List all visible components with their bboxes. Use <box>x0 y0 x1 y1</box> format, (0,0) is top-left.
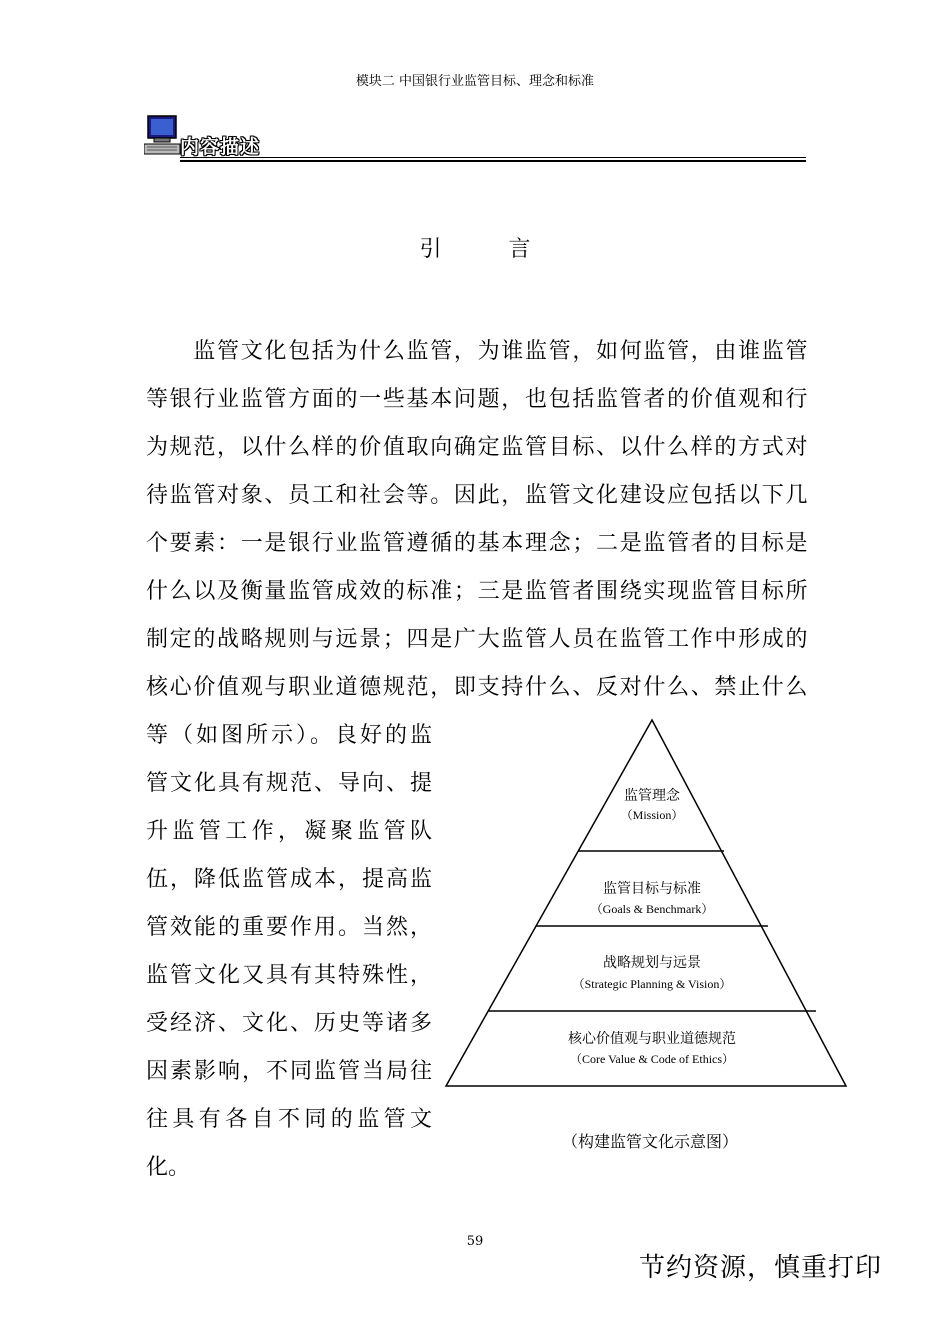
intro-paragraph <box>146 328 808 712</box>
page-number: 59 <box>466 1234 484 1249</box>
paragraph-line: 待监管对象、员工和社会等。因此，监管文化建设应包括以下几 <box>146 483 808 508</box>
level-subtitle: （Core Value & Code of Ethics） <box>569 1052 735 1066</box>
running-header: 模块二 中国银行业监管目标、理念和标准 <box>355 74 595 89</box>
culture-pyramid-diagram <box>440 714 852 1094</box>
header-rule-thin <box>180 157 806 158</box>
level-title: 监管理念 <box>624 788 680 804</box>
header-rule-thick <box>180 160 806 162</box>
paragraph-line: 核心价值观与职业道德规范，即支持什么、反对什么、禁止什么 <box>146 675 808 700</box>
wrapped-line: 等（如图所示）。良好的监 <box>146 723 432 748</box>
paragraph-line: 什么以及衡量监管成效的标准；三是监管者围绕实现监管目标所 <box>146 579 808 604</box>
wrapped-line: 因素影响，不同监管当局往 <box>146 1059 432 1084</box>
level-title: 核心价值观与职业道德规范 <box>568 1031 736 1047</box>
print-reminder: 节约资源，慎重打印 <box>638 1253 882 1283</box>
level-subtitle: （Mission） <box>620 808 684 822</box>
wrapped-line: 管文化具有规范、导向、提 <box>146 771 432 796</box>
paragraph-line: 个要素：一是银行业监管遵循的基本理念；二是监管者的目标是 <box>146 531 808 556</box>
section-title: 引 言 <box>419 237 561 262</box>
wrapped-line: 管效能的重要作用。当然， <box>146 915 432 940</box>
wrapped-line: 化。 <box>146 1155 191 1180</box>
level-title: 战略规划与远景 <box>603 955 701 971</box>
section-badge <box>144 114 284 158</box>
wrapped-line: 监管文化又具有其特殊性， <box>146 963 432 988</box>
wrapped-line: 往具有各自不同的监管文 <box>146 1107 432 1132</box>
level-title: 监管目标与标准 <box>603 881 701 897</box>
paragraph-line: 等银行业监管方面的一些基本问题，也包括监管者的价值观和行 <box>146 387 808 412</box>
paragraph-line: 为规范，以什么样的价值取向确定监管目标、以什么样的方式对 <box>146 435 808 460</box>
badge-label: 内容描述 <box>180 136 261 158</box>
wrapped-line: 受经济、文化、历史等诸多 <box>146 1011 432 1036</box>
paragraph-line: 监管文化包括为什么监管，为谁监管，如何监管，由谁监管 <box>146 339 808 364</box>
level-subtitle: （Strategic Planning & Vision） <box>572 977 732 991</box>
wrapped-paragraph <box>146 712 432 1192</box>
paragraph-line: 制定的战略规则与远景；四是广大监管人员在监管工作中形成的 <box>146 627 808 652</box>
computer-icon <box>144 114 184 158</box>
wrapped-line: 伍，降低监管成本，提高监 <box>146 867 432 892</box>
figure-caption: （构建监管文化示意图） <box>561 1132 738 1151</box>
wrapped-line: 升监管工作，凝聚监管队 <box>146 819 432 844</box>
level-subtitle: （Goals & Benchmark） <box>590 902 714 916</box>
